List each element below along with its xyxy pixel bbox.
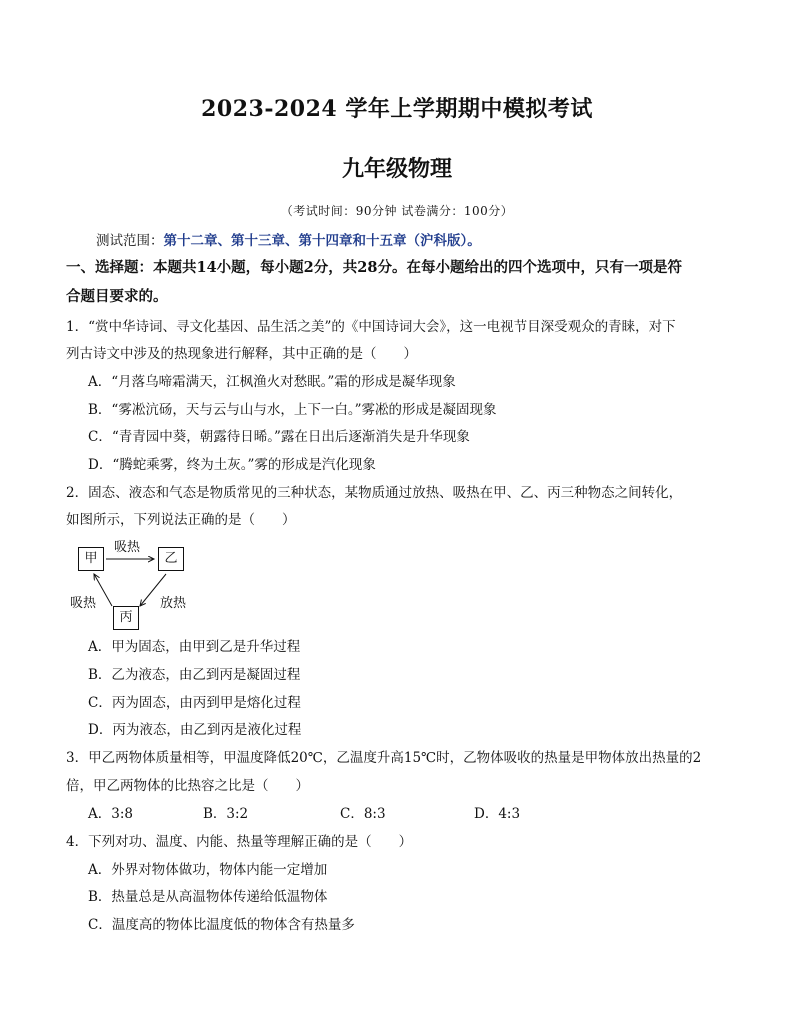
- q1-stem-line2: 列古诗文中涉及的热现象进行解释，其中正确的是（ ）: [66, 346, 417, 362]
- q1-option-d: D．“腾蛇乘雾，终为土灰。”雾的形成是汽化现象: [88, 457, 376, 473]
- q2-option-c: C．丙为固态，由丙到甲是熔化过程: [88, 695, 301, 711]
- q1-option-b: B．“雾凇沆砀，天与云与山与水，上下一白。”雾凇的形成是凝固现象: [88, 402, 497, 418]
- q3-option-a: A．3:8: [88, 806, 133, 822]
- test-scope-label: 测试范围：: [96, 233, 164, 249]
- test-scope-value: 第十二章、第十三章、第十四章和十五章（沪科版）。: [163, 233, 481, 249]
- page-subtitle: 九年级物理: [341, 156, 452, 182]
- state-box-a: 甲: [78, 547, 104, 571]
- q2-stem-line2: 如图所示，下列说法正确的是（ ）: [66, 512, 296, 528]
- q3-option-d: D．4:3: [474, 806, 521, 822]
- section-heading-line2: 合题目要求的。: [66, 288, 168, 305]
- q3-stem-line1: 3．甲乙两物体质量相等，甲温度降低20℃，乙温度升高15℃时，乙物体吸收的热量是甲物体放出热量的2: [66, 750, 702, 766]
- q4-stem-line1: 4．下列对功、温度、内能、热量等理解正确的是（ ）: [66, 834, 413, 850]
- q4-option-a: A．外界对物体做功，物体内能一定增加: [88, 862, 328, 878]
- q4-option-c: C．温度高的物体比温度低的物体含有热量多: [88, 917, 355, 933]
- label-top-absorb-heat: 吸热: [114, 540, 141, 555]
- label-left-absorb-heat: 吸热: [70, 596, 97, 611]
- q2-stem-line1: 2．固态、液态和气态是物质常见的三种状态，某物质通过放热、吸热在甲、乙、丙三种物态之间转化，: [66, 485, 683, 501]
- q3-option-b: B．3:2: [203, 806, 249, 822]
- q3-stem-line2: 倍，甲乙两物体的比热容之比是（ ）: [66, 778, 309, 794]
- label-right-release-heat: 放热: [160, 596, 187, 611]
- state-box-c: 丙: [113, 606, 139, 630]
- q1-stem-line1: 1．“赏中华诗词、寻文化基因、品生活之美”的《中国诗词大会》，这一电视节目深受观众的青睐，对下: [66, 319, 676, 335]
- q2-option-d: D．丙为液态，由乙到丙是液化过程: [88, 722, 302, 738]
- page-title: 2023-2024 学年上学期期中模拟考试: [201, 96, 593, 122]
- q3-option-c: C．8:3: [340, 806, 386, 822]
- q1-option-c: C．“青青园中葵，朝露待日晞。”露在日出后逐渐消失是升华现象: [88, 429, 470, 445]
- arrow-c-to-a: [94, 574, 112, 606]
- q2-option-b: B．乙为液态，由乙到丙是凝固过程: [88, 667, 301, 683]
- section-heading-line1: 一、选择题：本题共14小题，每小题2分，共28分。在每小题给出的四个选项中，只有一项是符: [66, 259, 682, 276]
- test-scope: [96, 232, 481, 250]
- state-transition-diagram: [70, 536, 210, 636]
- q2-option-a: A．甲为固态，由甲到乙是升华过程: [88, 639, 301, 655]
- q1-option-a: A．“月落乌啼霜满天，江枫渔火对愁眠。”霜的形成是凝华现象: [88, 374, 456, 390]
- state-box-b: 乙: [158, 547, 184, 571]
- exam-info: （考试时间：90分钟 试卷满分：100分）: [280, 204, 514, 218]
- q4-option-b: B．热量总是从高温物体传递给低温物体: [88, 889, 328, 905]
